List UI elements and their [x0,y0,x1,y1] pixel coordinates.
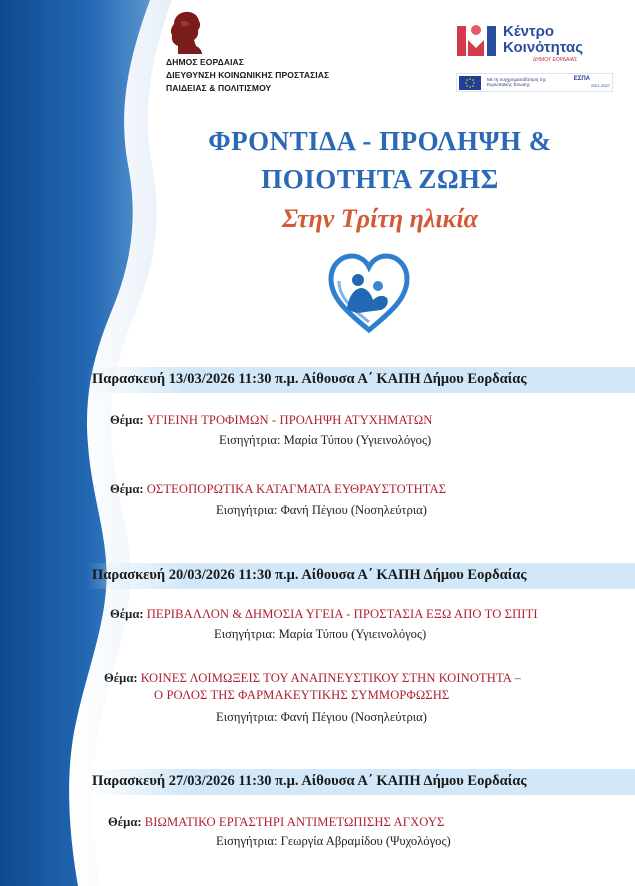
topic-2 [110,482,446,497]
topic-3 [110,607,538,622]
speaker-5: Εισηγήτρια: Γεωργία Αβραμίδου (Ψυχολόγος) [216,834,451,848]
session-date-bar-2 [86,563,635,589]
org-line-2: ΔΙΕΥΘΥΝΣΗ ΚΟΙΝΩΝΙΚΗΣ ΠΡΟΣΤΑΣΙΑΣ [166,70,330,80]
topic-title: ΠΕΡΙΒΑΛΛΟΝ & ΔΗΜΟΣΙΑ ΥΓΕΙΑ - ΠΡΟΣΤΑΣΙΑ ΕΞΩ ΑΠΟ ΤΟ ΣΠΙΤΙ [146,607,538,621]
speaker-2: Εισηγήτρια: Φανή Πέγιου (Νοσηλεύτρια) [216,503,427,517]
kentro-line-1: Κέντρο [503,23,555,40]
espa-years: 2021-2027 [590,83,610,88]
page-title-line-2: ΠΟΙΟΤΗΤΑ ΖΩΗΣ [261,164,499,194]
kentro-subtitle: ΔΗΜΟΥ ΕΟΡΔΑΙΑΣ [533,57,578,63]
org-line-3: ΠΑΙΔΕΙΑΣ & ΠΟΛΙΤΙΣΜΟΥ [166,83,272,93]
speaker-3: Εισηγήτρια: Μαρία Τύπου (Υγιεινολόγος) [214,627,427,641]
session-date-3: Παρασκευή 27/03/2026 11:30 π.μ. Αίθουσα Α΄ ΚΑΠΗ Δήμου Εορδαίας [92,773,527,789]
eu-flag-icon [459,76,481,90]
topic-4 [104,671,521,686]
org-line-1: ΔΗΜΟΣ ΕΟΡΔΑΙΑΣ [166,57,244,67]
kentro-koinotitas-logo-icon [456,22,498,60]
session-date-1: Παρασκευή 13/03/2026 11:30 π.μ. Αίθουσα Α΄ ΚΑΠΗ Δήμου Εορδαίας [92,371,527,387]
topic-title: ΥΓΙΕΙΝΗ ΤΡΟΦΙΜΩΝ - ΠΡΟΛΗΨΗ ΑΤΥΧΗΜΑΤΩΝ [146,413,433,427]
topic-label: Θέμα: [104,671,138,685]
speaker-1: Εισηγήτρια: Μαρία Τύπου (Υγιεινολόγος) [219,433,432,447]
topic-4-line-2 [154,688,449,703]
espa-label: ΕΣΠΑ [573,76,590,82]
topic-title: ΚΟΙΝΕΣ ΛΟΙΜΩΞΕΙΣ ΤΟΥ ΑΝΑΠΝΕΥΣΤΙΚΟΥ ΣΤΗΝ ΚΟΙΝΟΤΗΤΑ – [140,671,521,685]
page-subtitle: Στην Τρίτη ηλικία [281,204,479,233]
kentro-line-2: Κοινότητας [503,39,584,56]
topic-5 [108,815,444,830]
funding-text: Με τη συγχρηματοδότηση της Ευρωπαϊκής Ένωσης [487,77,547,87]
heart-care-icon [327,252,411,334]
topic-label: Θέμα: [110,482,144,496]
topic-title-continued: Ο ΡΟΛΟΣ ΤΗΣ ΦΑΡΜΑΚΕΥΤΙΚΗΣ ΣΥΜΜΟΡΦΩΣΗΣ [154,688,450,702]
speaker-4: Εισηγήτρια: Φανή Πέγιου (Νοσηλεύτρια) [216,710,427,724]
session-date-bar-1 [86,367,635,393]
municipality-bust-logo [166,8,206,56]
topic-title: ΒΙΩΜΑΤΙΚΟ ΕΡΓΑΣΤΗΡΙ ΑΝΤΙΜΕΤΩΠΙΣΗΣ ΑΓΧΟΥΣ [144,815,445,829]
page-title-line-1: ΦΡΟΝΤΙΔΑ - ΠΡΟΛΗΨΗ & [208,126,552,156]
session-date-2: Παρασκευή 20/03/2026 11:30 π.μ. Αίθουσα Α΄ ΚΑΠΗ Δήμου Εορδαίας [92,567,527,583]
topic-1 [110,413,432,428]
session-date-bar-3 [86,769,635,795]
topic-label: Θέμα: [108,815,142,829]
topic-label: Θέμα: [110,607,144,621]
topic-title: ΟΣΤΕΟΠΟΡΩΤΙΚΑ ΚΑΤΑΓΜΑΤΑ ΕΥΘΡΑΥΣΤΟΤΗΤΑΣ [146,482,447,496]
funding-banner [456,73,613,92]
topic-label: Θέμα: [110,413,144,427]
